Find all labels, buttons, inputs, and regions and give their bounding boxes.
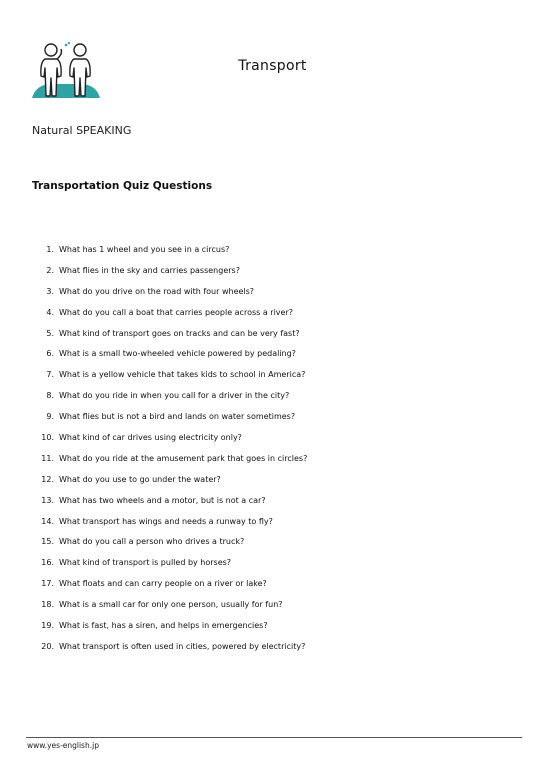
question-text: What is a yellow vehicle that takes kids to school in America? <box>59 370 306 380</box>
question-text: What do you call a person who drives a truck? <box>59 537 245 547</box>
question-number: 17. <box>41 579 54 589</box>
question-item <box>30 412 510 433</box>
question-text: What flies but is not a bird and lands on water sometimes? <box>59 412 296 422</box>
question-text: What kind of transport is pulled by horses? <box>59 558 232 568</box>
question-number: 2. <box>46 265 54 275</box>
question-text: What floats and can carry people on a river or lake? <box>59 579 267 589</box>
question-number: 20. <box>41 641 54 651</box>
question-number: 4. <box>46 307 54 317</box>
question-text: What is a small two-wheeled vehicle powered by pedaling? <box>59 349 296 359</box>
document-title: Transport <box>238 58 307 74</box>
question-number: 19. <box>41 621 54 631</box>
question-text: What is a small car for only one person, usually for fun? <box>59 600 283 610</box>
question-text: What do you call a boat that carries people across a river? <box>59 307 293 317</box>
question-number: 5. <box>46 328 54 338</box>
question-item <box>30 433 510 454</box>
question-number: 16. <box>41 558 54 568</box>
question-item <box>30 517 510 538</box>
question-item <box>30 537 510 558</box>
question-number: 8. <box>46 391 54 401</box>
question-number: 1. <box>46 245 54 254</box>
question-text: What transport has wings and needs a runway to fly? <box>59 516 273 526</box>
question-number: 15. <box>41 537 54 547</box>
question-number: 6. <box>46 349 54 359</box>
question-number: 13. <box>41 495 54 505</box>
question-item <box>30 600 510 621</box>
question-item <box>30 579 510 600</box>
question-list <box>30 245 510 663</box>
question-text: What has two wheels and a motor, but is not a car? <box>59 495 266 505</box>
question-item <box>30 308 510 329</box>
footer-url[interactable]: www.yes-english.jp <box>27 741 99 750</box>
question-text: What do you ride at the amusement park that goes in circles? <box>59 453 308 463</box>
question-text: What is fast, has a siren, and helps in emergencies? <box>59 621 268 631</box>
question-item <box>30 349 510 370</box>
section-heading: Transportation Quiz Questions <box>32 180 213 192</box>
question-number: 18. <box>41 600 54 610</box>
question-item <box>30 496 510 517</box>
question-number: 12. <box>41 474 54 484</box>
question-text: What do you drive on the road with four wheels? <box>59 286 255 296</box>
question-number: 9. <box>46 412 54 422</box>
question-item <box>30 287 510 308</box>
question-text: What do you ride in when you call for a driver in the city? <box>59 391 290 401</box>
question-text: What transport is often used in cities, powered by electricity? <box>59 641 306 651</box>
footer-divider <box>26 737 522 738</box>
question-number: 10. <box>41 433 54 443</box>
question-item <box>30 245 510 266</box>
question-item <box>30 329 510 350</box>
two-people-talking-icon <box>30 40 102 102</box>
question-text: What flies in the sky and carries passengers? <box>59 265 240 275</box>
question-item <box>30 266 510 287</box>
question-number: 14. <box>41 516 54 526</box>
question-item <box>30 642 510 663</box>
question-text: What do you use to go under the water? <box>59 474 221 484</box>
question-item <box>30 370 510 391</box>
series-label: Natural SPEAKING <box>32 124 132 137</box>
question-item <box>30 475 510 496</box>
question-item <box>30 558 510 579</box>
question-number: 11. <box>41 453 54 463</box>
question-text: What kind of transport goes on tracks and can be very fast? <box>59 328 300 338</box>
question-item <box>30 454 510 475</box>
question-number: 7. <box>46 370 54 380</box>
question-item <box>30 391 510 412</box>
question-item <box>30 621 510 642</box>
question-text: What kind of car drives using electricity only? <box>59 433 242 443</box>
question-number: 3. <box>46 286 54 296</box>
question-text: What has 1 wheel and you see in a circus? <box>59 245 230 254</box>
